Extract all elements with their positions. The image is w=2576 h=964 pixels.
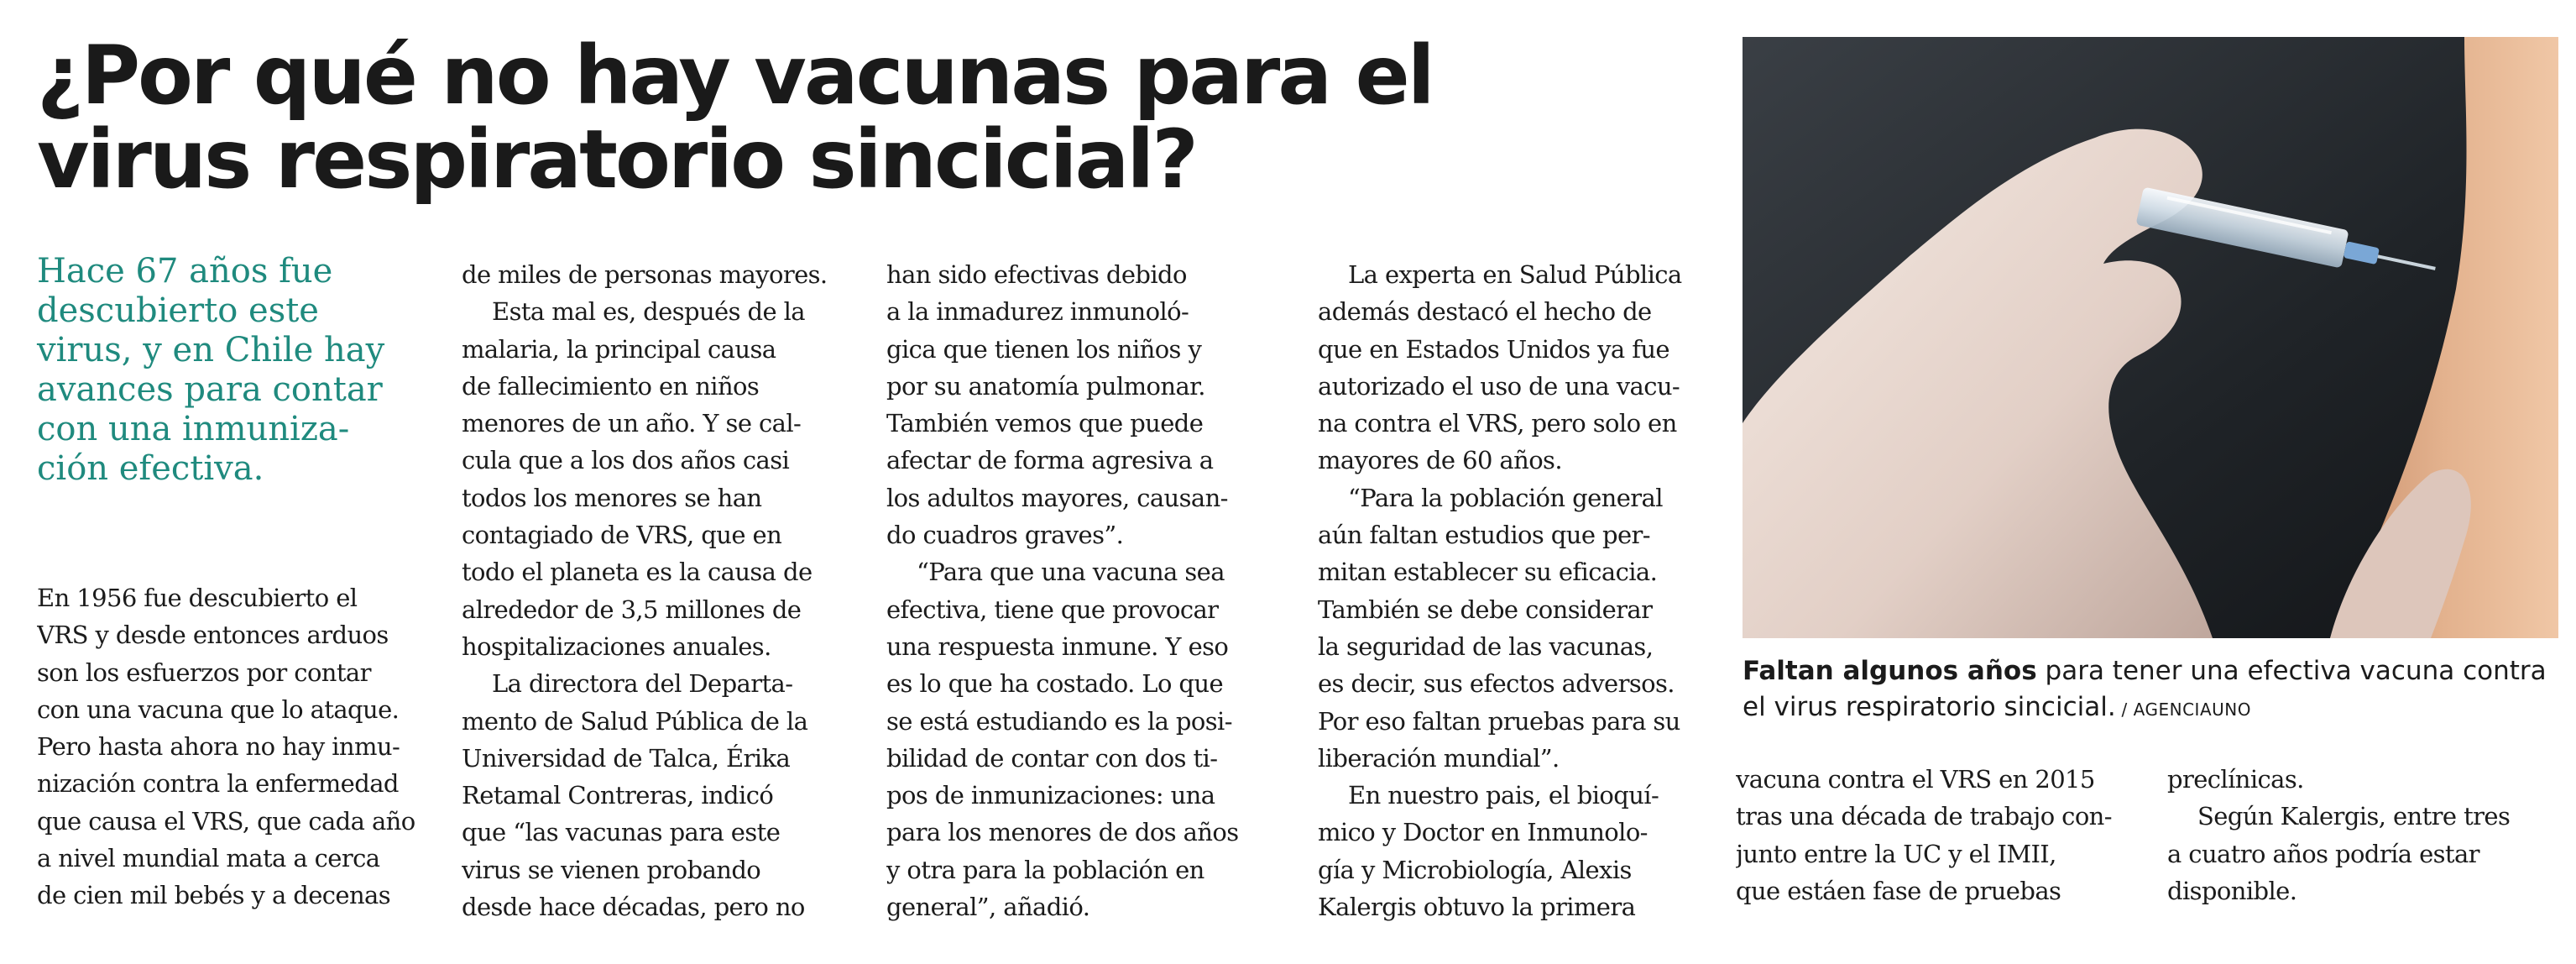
text-line: En nuestro pais, el bioquí- — [1348, 781, 1659, 810]
text-line: liberación mundial”. — [1318, 743, 1560, 773]
text-line: Esta mal es, después de la — [492, 297, 805, 327]
caption-text: el virus respiratorio sincicial. — [1743, 692, 2116, 722]
text-line: con una vacuna que lo ataque. — [37, 694, 400, 724]
text-line: La directora del Departa- — [492, 669, 793, 699]
text-line: Pero hasta ahora no hay inmu- — [37, 732, 400, 762]
text-line: nización contra la enfermedad — [37, 769, 399, 799]
text-line: se está estudiando es la posi- — [886, 706, 1232, 736]
lead-paragraph — [37, 252, 431, 489]
text-line: y otra para la población en — [886, 855, 1204, 884]
text-line: que causa el VRS, que cada año — [37, 806, 415, 836]
headline-line: virus respiratorio sincicial? — [37, 113, 1196, 207]
headline-line: ¿Por qué no hay vacunas para el — [37, 29, 1433, 123]
text-line: mento de Salud Pública de la — [462, 706, 808, 736]
body-column-1 — [37, 579, 431, 914]
vaccine-photo — [1743, 37, 2558, 638]
text-line: También se debe considerar — [1318, 595, 1653, 624]
text-line: han sido efectivas debido — [886, 260, 1187, 289]
text-line: afectar de forma agresiva a — [886, 446, 1214, 475]
text-line: mico y Doctor en Inmunolo- — [1318, 818, 1648, 847]
text-line: hospitalizaciones anuales. — [462, 631, 771, 661]
lead-line: avances para contar — [37, 370, 383, 409]
lead-line: con una inmuniza- — [37, 410, 350, 448]
text-line: que “las vacunas para este — [462, 818, 781, 847]
text-line: son los esfuerzos por contar — [37, 658, 371, 687]
text-line: a la inmadurez inmunoló- — [886, 297, 1189, 327]
photo-credit: / AGENCIAUNO — [2115, 699, 2251, 720]
text-line: disponible. — [2167, 876, 2297, 905]
text-line: preclínicas. — [2167, 765, 2304, 794]
text-line: Universidad de Talca, Érika — [462, 743, 791, 773]
text-line: na contra el VRS, pero solo en — [1318, 409, 1677, 438]
text-line: además destacó el hecho de — [1318, 297, 1652, 327]
text-line: VRS y desde entonces arduos — [37, 621, 389, 650]
text-line: que estáen fase de pruebas — [1736, 876, 2061, 905]
text-line: Kalergis obtuvo la primera — [1318, 893, 1636, 922]
photo-caption — [1743, 653, 2558, 728]
text-line: la seguridad de las vacunas, — [1318, 631, 1654, 661]
text-line: una respuesta inmune. Y eso — [886, 631, 1229, 661]
text-line: contagiado de VRS, que en — [462, 521, 782, 550]
text-line: a nivel mundial mata a cerca — [37, 844, 380, 873]
text-line: por su anatomía pulmonar. — [886, 371, 1205, 401]
text-line: junto entre la UC y el IMII, — [1736, 839, 2056, 868]
text-line: La experta en Salud Pública — [1348, 260, 1682, 289]
text-line: malaria, la principal causa — [462, 334, 776, 364]
text-line: de miles de personas mayores. — [462, 260, 828, 289]
text-line: mayores de 60 años. — [1318, 446, 1562, 475]
text-line: es lo que ha costado. Lo que — [886, 669, 1224, 699]
headline — [37, 29, 1699, 207]
body-column-3 — [886, 256, 1281, 925]
text-line: a cuatro años podría estar — [2167, 839, 2479, 868]
text-line: cula que a los dos años casi — [462, 446, 790, 475]
vaccine-injection-illustration — [1743, 37, 2558, 638]
text-line: alrededor de 3,5 millones de — [462, 595, 802, 624]
text-line: pos de inmunizaciones: una — [886, 781, 1215, 810]
lead-line: Hace 67 años fue — [37, 252, 333, 291]
lead-line: virus, y en Chile hay — [37, 331, 385, 369]
text-line: tras una década de trabajo con- — [1736, 802, 2112, 831]
caption-text: para tener una efectiva vacuna contra — [2036, 656, 2547, 686]
text-line: gica que tienen los niños y — [886, 334, 1202, 364]
lead-line: descubierto este — [37, 291, 319, 330]
text-line: bilidad de contar con dos ti- — [886, 743, 1218, 773]
text-line: que en Estados Unidos ya fue — [1318, 334, 1669, 364]
text-line: También vemos que puede — [886, 409, 1204, 438]
text-line: vacuna contra el VRS en 2015 — [1736, 765, 2095, 794]
text-line: Según Kalergis, entre tres — [2197, 802, 2511, 831]
text-line: En 1956 fue descubierto el — [37, 584, 358, 612]
text-line: de cien mil bebés y a decenas — [37, 881, 391, 910]
text-line: do cuadros graves”. — [886, 521, 1124, 550]
text-line: Retamal Contreras, indicó — [462, 781, 774, 810]
text-line: para los menores de dos años — [886, 818, 1239, 847]
body-column-2 — [462, 256, 856, 925]
text-line: virus se vienen probando — [462, 855, 761, 884]
text-line: “Para la población general — [1348, 483, 1663, 512]
text-line: de fallecimiento en niños — [462, 371, 760, 401]
text-line: los adultos mayores, causan- — [886, 483, 1228, 512]
text-line: menores de un año. Y se cal- — [462, 409, 802, 438]
text-line: es decir, sus efectos adversos. — [1318, 669, 1675, 699]
text-line: gía y Microbiología, Alexis — [1318, 855, 1632, 884]
text-line: “Para que una vacuna sea — [917, 558, 1225, 587]
text-line: todo el planeta es la causa de — [462, 558, 813, 587]
lead-line: ción efectiva. — [37, 449, 264, 488]
text-line: autorizado el uso de una vacu- — [1318, 371, 1680, 401]
text-line: aún faltan estudios que per- — [1318, 521, 1650, 550]
caption-bold: Faltan algunos años — [1743, 656, 2037, 686]
text-line: todos los menores se han — [462, 483, 762, 512]
body-column-4 — [1318, 256, 1712, 925]
text-line: mitan establecer su eficacia. — [1318, 558, 1658, 587]
body-column-5 — [1736, 761, 2139, 909]
text-line: general”, añadió. — [886, 893, 1090, 922]
text-line: Por eso faltan pruebas para su — [1318, 706, 1680, 736]
body-column-6 — [2167, 761, 2537, 909]
text-line: efectiva, tiene que provocar — [886, 595, 1219, 624]
text-line: desde hace décadas, pero no — [462, 893, 805, 922]
